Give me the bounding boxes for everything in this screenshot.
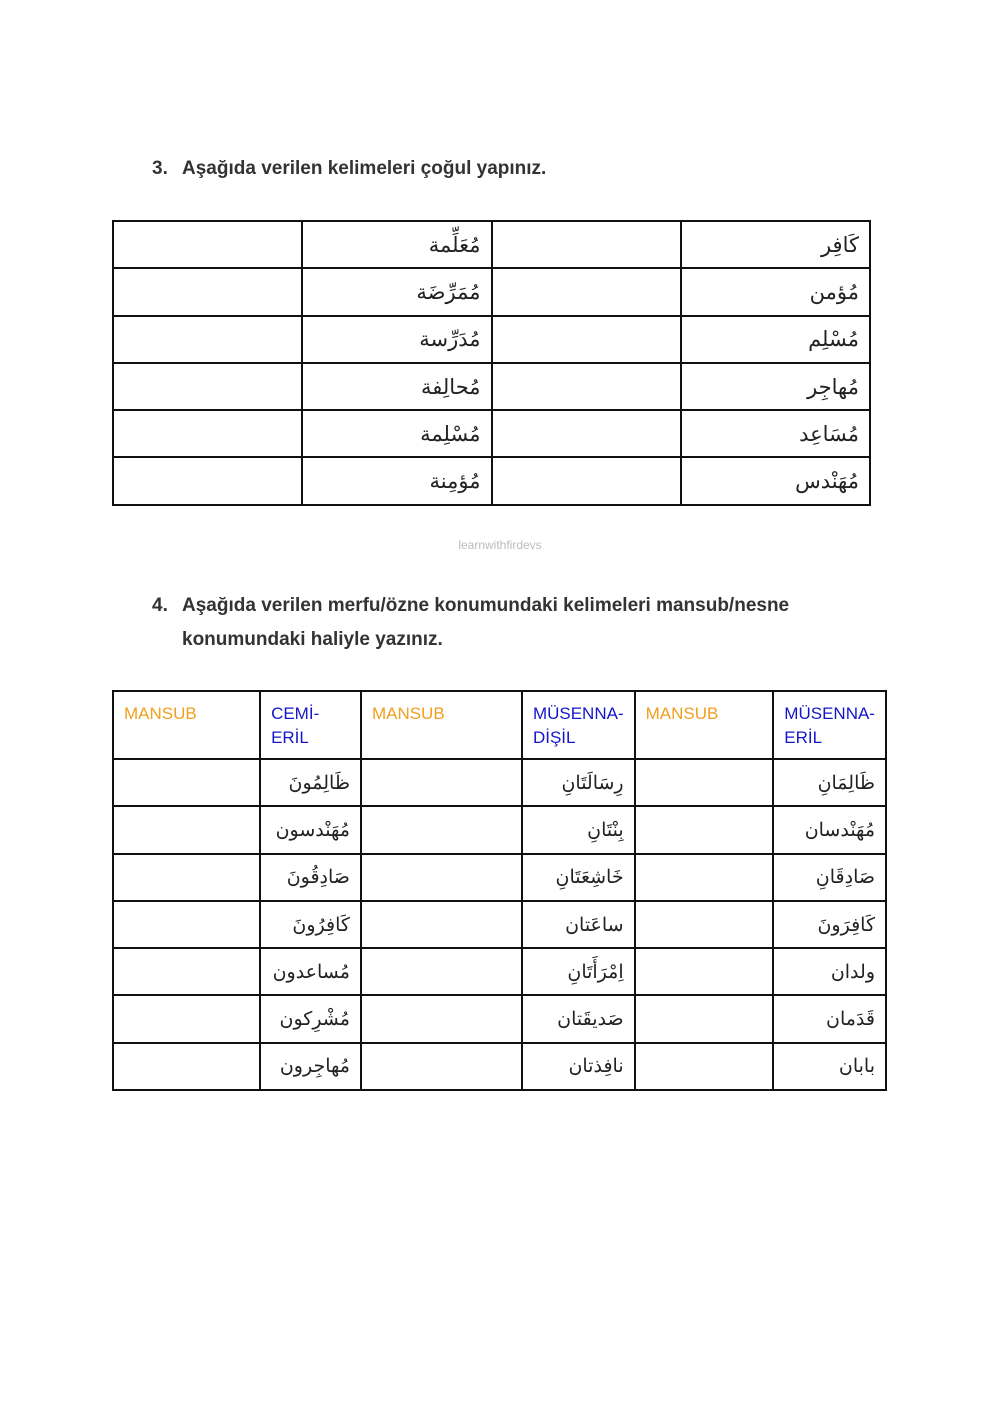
word-cell: مُسْلِم <box>681 316 870 363</box>
answer-cell[interactable] <box>113 759 260 806</box>
cemi-eril-cell: صَادِقُونَ <box>260 854 361 901</box>
table-row <box>113 268 870 315</box>
answer-cell[interactable] <box>635 806 774 853</box>
answer-cell[interactable] <box>492 457 681 504</box>
musenna-disil-cell: ساعَتان <box>522 901 635 948</box>
musenna-eril-cell: قَدَمان <box>773 995 886 1042</box>
header-mansub-2: MANSUB <box>361 691 522 759</box>
word-cell: مُسَاعِد <box>681 410 870 457</box>
header-mansub-3: MANSUB <box>113 691 260 759</box>
musenna-eril-cell: صَادِقَانِ <box>773 854 886 901</box>
answer-cell[interactable] <box>113 410 302 457</box>
answer-cell[interactable] <box>635 854 774 901</box>
plural-exercise-table <box>112 220 871 506</box>
watermark: learnwithfirdevs <box>458 538 542 552</box>
mansub-exercise-table <box>112 690 887 1091</box>
table-row <box>113 948 886 995</box>
answer-cell[interactable] <box>113 268 302 315</box>
table-row <box>113 995 886 1042</box>
answer-cell[interactable] <box>113 806 260 853</box>
answer-cell[interactable] <box>113 316 302 363</box>
musenna-disil-cell: اِمْرَأَتَانِ <box>522 948 635 995</box>
answer-cell[interactable] <box>113 221 302 268</box>
answer-cell[interactable] <box>113 854 260 901</box>
musenna-disil-cell: بِنْتَانِ <box>522 806 635 853</box>
table-header-row <box>113 691 886 759</box>
table-row <box>113 1043 886 1090</box>
musenna-disil-cell: خَاشِعَتَانِ <box>522 854 635 901</box>
word-cell: مُهاجِر <box>681 363 870 410</box>
table-row <box>113 316 870 363</box>
answer-cell[interactable] <box>635 1043 774 1090</box>
musenna-disil-cell: رِسَالَتَانِ <box>522 759 635 806</box>
table-row <box>113 901 886 948</box>
answer-cell[interactable] <box>113 1043 260 1090</box>
table-row <box>113 759 886 806</box>
cemi-eril-cell: مُشْرِكون <box>260 995 361 1042</box>
answer-cell[interactable] <box>361 995 522 1042</box>
cemi-eril-cell: كَافِرُونَ <box>260 901 361 948</box>
section-3-heading <box>152 152 546 186</box>
musenna-eril-cell: ظَالِمَانِ <box>773 759 886 806</box>
word-cell: مُمَرِّضَة <box>302 268 491 315</box>
header-musenna-eril: MÜSENNA-ERİL <box>773 691 886 759</box>
section-3-instruction: Aşağıda verilen kelimeleri çoğul yapınız. <box>182 158 547 179</box>
cemi-eril-cell: مُساعدون <box>260 948 361 995</box>
answer-cell[interactable] <box>492 363 681 410</box>
table-row <box>113 363 870 410</box>
table-row <box>113 457 870 504</box>
answer-cell[interactable] <box>361 854 522 901</box>
answer-cell[interactable] <box>635 759 774 806</box>
answer-cell[interactable] <box>492 268 681 315</box>
answer-cell[interactable] <box>635 948 774 995</box>
answer-cell[interactable] <box>492 316 681 363</box>
answer-cell[interactable] <box>113 948 260 995</box>
answer-cell[interactable] <box>361 806 522 853</box>
answer-cell[interactable] <box>113 901 260 948</box>
section-3-number: 3. <box>152 158 168 179</box>
cemi-eril-cell: مُهاجِرون <box>260 1043 361 1090</box>
word-cell: مُهَنْدس <box>681 457 870 504</box>
answer-cell[interactable] <box>635 995 774 1042</box>
word-cell: مُسْلِمة <box>302 410 491 457</box>
answer-cell[interactable] <box>113 995 260 1042</box>
section-4-heading <box>152 589 872 657</box>
answer-cell[interactable] <box>361 901 522 948</box>
word-cell: مُؤمِنة <box>302 457 491 504</box>
table-row <box>113 854 886 901</box>
word-cell: مُحالِفة <box>302 363 491 410</box>
musenna-eril-cell: بابان <box>773 1043 886 1090</box>
answer-cell[interactable] <box>492 410 681 457</box>
header-cemi-eril: CEMİ-ERİL <box>260 691 361 759</box>
answer-cell[interactable] <box>361 759 522 806</box>
cemi-eril-cell: مُهَنْدسون <box>260 806 361 853</box>
word-cell: كَافِر <box>681 221 870 268</box>
word-cell: مُعَلِّمة <box>302 221 491 268</box>
answer-cell[interactable] <box>361 948 522 995</box>
answer-cell[interactable] <box>113 457 302 504</box>
cemi-eril-cell: ظَالِمُونَ <box>260 759 361 806</box>
musenna-eril-cell: مُهَنْدسان <box>773 806 886 853</box>
header-mansub-1: MANSUB <box>635 691 774 759</box>
answer-cell[interactable] <box>635 901 774 948</box>
musenna-eril-cell: ولدان <box>773 948 886 995</box>
table-row <box>113 806 886 853</box>
answer-cell[interactable] <box>113 363 302 410</box>
word-cell: مُؤمن <box>681 268 870 315</box>
musenna-disil-cell: نافِذتان <box>522 1043 635 1090</box>
header-musenna-disil: MÜSENNA-DİŞİL <box>522 691 635 759</box>
musenna-eril-cell: كَافِرَونَ <box>773 901 886 948</box>
section-4-instruction: Aşağıda verilen merfu/özne konumundaki kelimeleri mansub/nesne konumundaki haliyle yazınız. <box>182 595 790 650</box>
word-cell: مُدَرِّسة <box>302 316 491 363</box>
musenna-disil-cell: صَديقَتان <box>522 995 635 1042</box>
answer-cell[interactable] <box>361 1043 522 1090</box>
table-row <box>113 410 870 457</box>
table-row <box>113 221 870 268</box>
answer-cell[interactable] <box>492 221 681 268</box>
section-4-number: 4. <box>152 595 168 616</box>
